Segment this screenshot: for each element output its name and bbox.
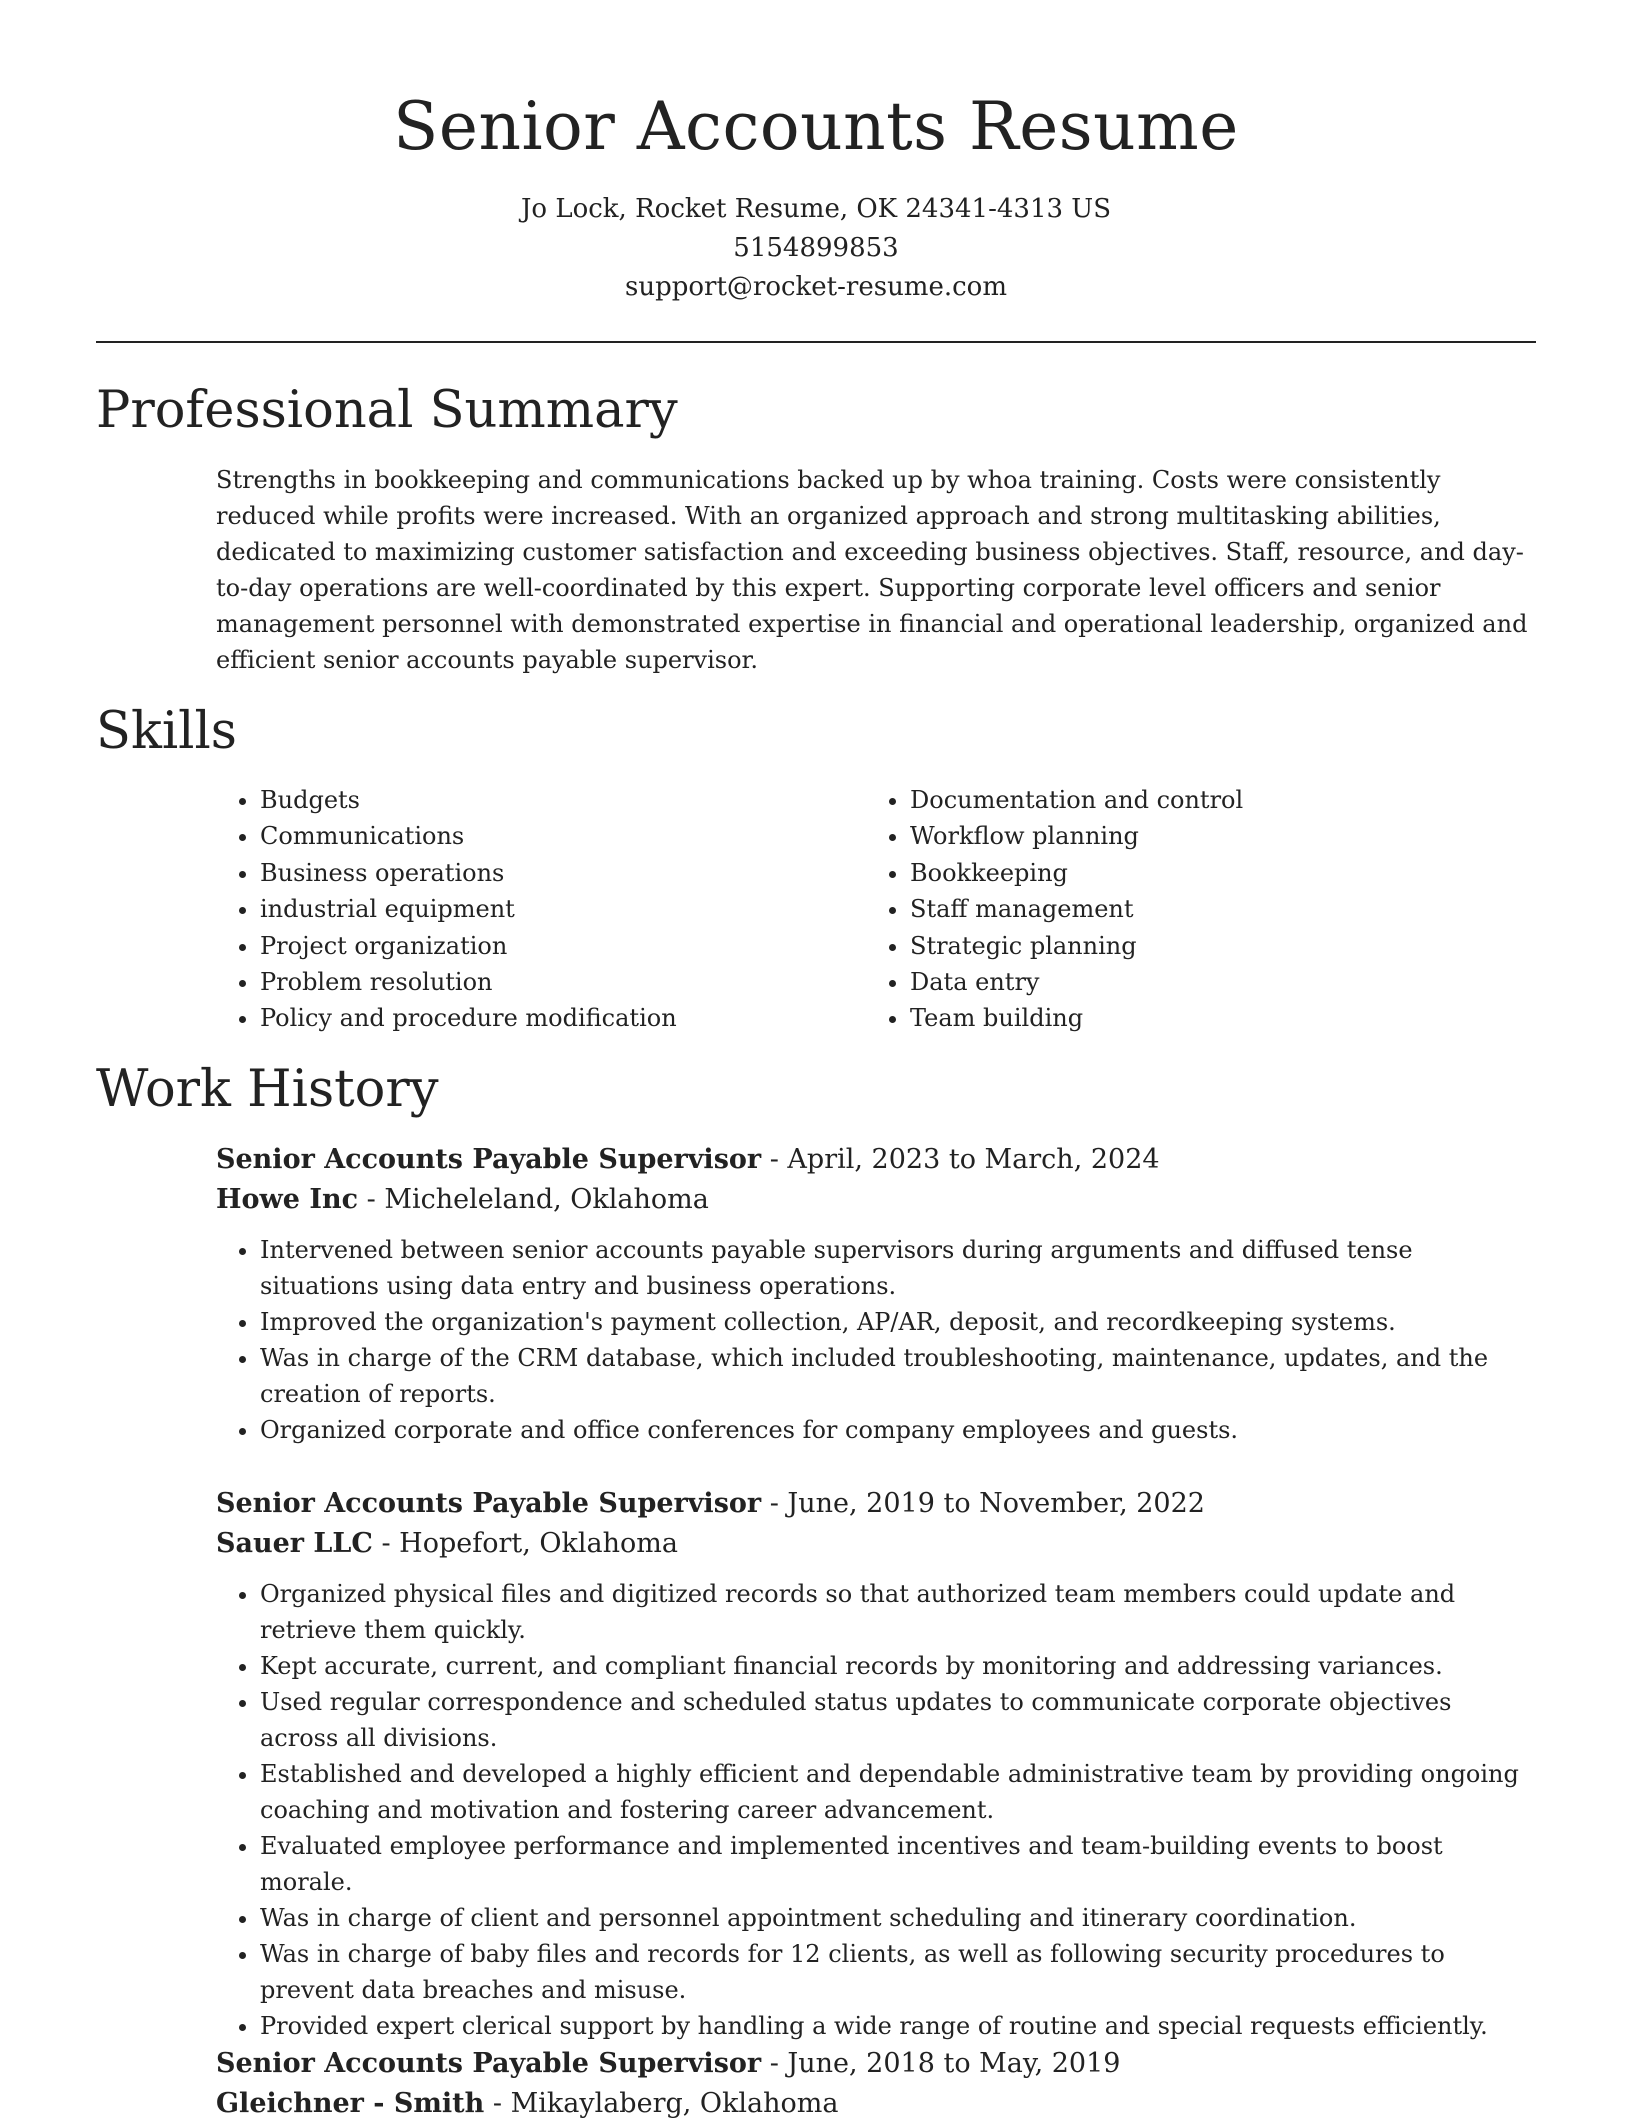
resume-header <box>0 0 1632 307</box>
job-bullet: • Improved the organization's payment collection, AP/AR, deposit, and recordkeeping systems. <box>260 1304 1536 1340</box>
job-title-line <box>216 1484 1536 1524</box>
skill-item: • Budgets <box>260 782 866 818</box>
job-bullet: • Organized physical files and digitized records so that authorized team members could update and retrieve them quickly. <box>260 1576 1536 1648</box>
header-divider <box>96 341 1536 343</box>
contact-info <box>0 190 1632 307</box>
contact-email: support@rocket-resume.com <box>624 272 1007 302</box>
job-bullet: • Organized corporate and office conferences for company employees and guests. <box>260 1412 1536 1448</box>
skill-item: • Project organization <box>260 928 866 964</box>
job-entry <box>216 2044 1536 2124</box>
skill-item: • Problem resolution <box>260 964 866 1000</box>
job-bullets <box>216 1232 1536 1448</box>
skill-item: • Communications <box>260 818 866 854</box>
skill-item: • Team building <box>910 1000 1516 1036</box>
skill-item: • Workflow planning <box>910 818 1516 854</box>
job-title-line <box>216 2044 1536 2084</box>
job-bullet: • Evaluated employee performance and implemented incentives and team-building events to boost morale. <box>260 1828 1536 1900</box>
job-company-line <box>216 1524 1536 1564</box>
job-bullet: • Intervened between senior accounts payable supervisors during arguments and diffused tense situations using data entry and business operations. <box>260 1232 1536 1304</box>
skill-item: • Strategic planning <box>910 928 1516 964</box>
job-title-line <box>216 1140 1536 1180</box>
summary-text: Strengths in bookkeeping and communications backed up by whoa training. Costs were consistently reduced while profits were increased. With an organized approach and strong multitasking abilities, dedicated to maximizing customer satisfaction and exceeding business objectives. Staff, resource, and day-to-day operations are well-coordinated by this expert. Supporting corporate level officers and senior management personnel with demonstrated expertise in financial and operational leadership, organized and efficient senior accounts payable supervisor. <box>216 466 1528 674</box>
job-dates: - June, 2019 to November, 2022 <box>761 1488 1205 1519</box>
contact-phone: 5154899853 <box>733 233 899 263</box>
job-location: - Micheleland, Oklahoma <box>358 1184 709 1215</box>
skill-item: • Policy and procedure modification <box>260 1000 866 1036</box>
skills-heading: Skills <box>96 702 237 761</box>
job-entry <box>216 1484 1536 2044</box>
job-bullets <box>216 1576 1536 2044</box>
skill-item: • Staff management <box>910 891 1516 927</box>
skill-item: • Bookkeeping <box>910 855 1516 891</box>
job-location: - Hopefort, Oklahoma <box>372 1528 678 1559</box>
job-dates: - April, 2023 to March, 2024 <box>761 1144 1160 1175</box>
job-role: Senior Accounts Payable Supervisor <box>216 2048 762 2079</box>
skill-item: • industrial equipment <box>260 891 866 927</box>
skill-item: • Documentation and control <box>910 782 1516 818</box>
job-bullet: • Was in charge of the CRM database, which included troubleshooting, maintenance, updates, and the creation of reports. <box>260 1340 1536 1412</box>
job-bullet: • Used regular correspondence and scheduled status updates to communicate corporate objectives across all divisions. <box>260 1684 1536 1756</box>
skills-list <box>216 782 1536 1037</box>
page-title: Senior Accounts Resume <box>393 88 1239 165</box>
job-location: - Mikaylaberg, Oklahoma <box>484 2088 839 2119</box>
job-bullet: • Provided expert clerical support by handling a wide range of routine and special requests efficiently. <box>260 2008 1536 2044</box>
skill-item: • Data entry <box>910 964 1516 1000</box>
job-bullet: • Established and developed a highly efficient and dependable administrative team by providing ongoing coaching and motivation and fostering career advancement. <box>260 1756 1536 1828</box>
job-entry <box>216 1140 1536 1448</box>
job-role: Senior Accounts Payable Supervisor <box>216 1144 762 1175</box>
job-company: Gleichner - Smith <box>216 2088 485 2119</box>
job-company-line <box>216 1180 1536 1220</box>
job-company-line <box>216 2084 1536 2124</box>
job-company: Sauer LLC <box>216 1528 373 1559</box>
skill-item: • Business operations <box>260 855 866 891</box>
job-bullet: • Was in charge of client and personnel appointment scheduling and itinerary coordination. <box>260 1900 1536 1936</box>
skills-column-left <box>216 782 866 1037</box>
summary-heading: Professional Summary <box>96 381 678 440</box>
job-dates: - June, 2018 to May, 2019 <box>761 2048 1121 2079</box>
job-company: Howe Inc <box>216 1184 359 1215</box>
work-history-heading: Work History <box>96 1060 439 1119</box>
job-bullet: • Was in charge of baby files and records for 12 clients, as well as following security procedures to prevent data breaches and misuse. <box>260 1936 1536 2008</box>
job-role: Senior Accounts Payable Supervisor <box>216 1488 762 1519</box>
job-bullet: • Kept accurate, current, and compliant financial records by monitoring and addressing variances. <box>260 1648 1536 1684</box>
skills-column-right <box>866 782 1516 1037</box>
contact-address: Jo Lock, Rocket Resume, OK 24341-4313 US <box>520 194 1112 224</box>
